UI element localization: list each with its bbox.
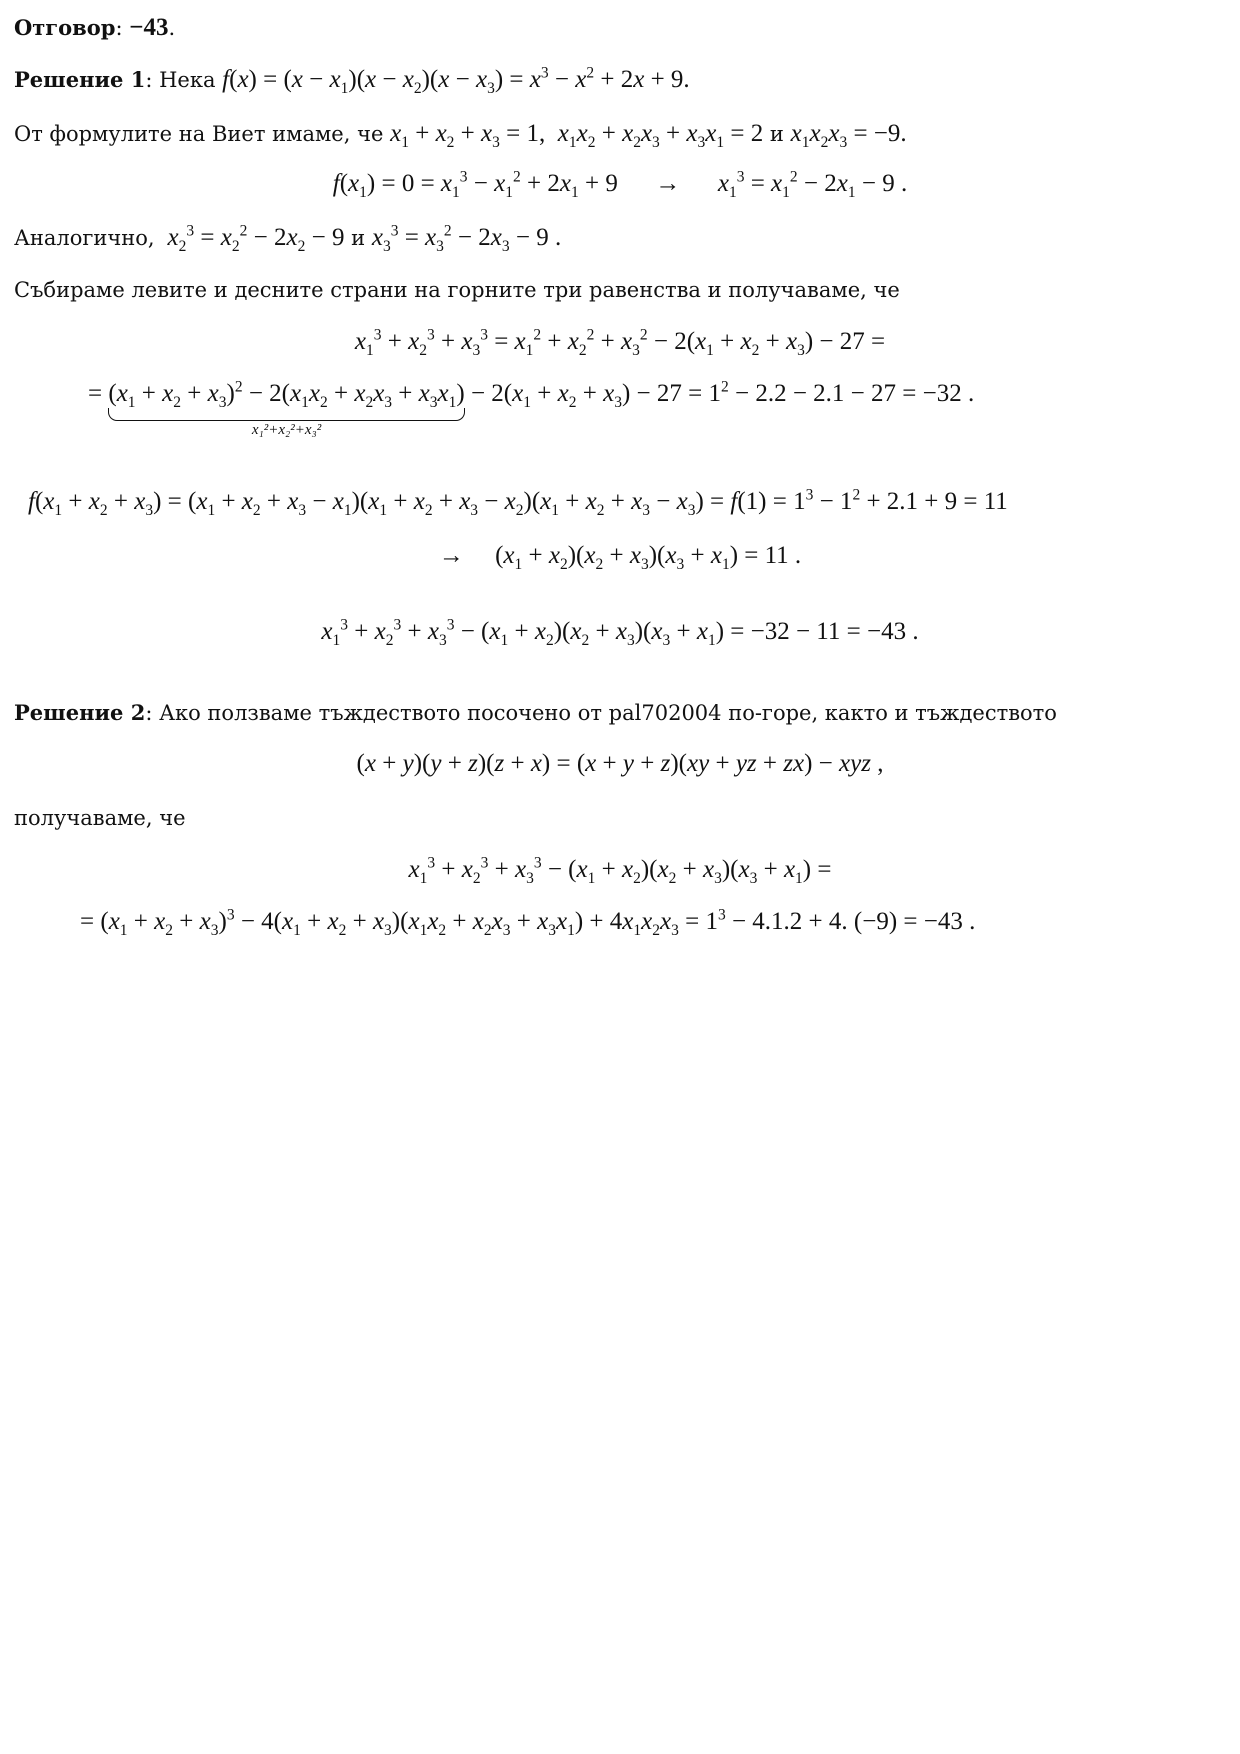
analog-eq-x3: $x_3^3 = x_3^2 - 2x_3 - 9$ . — [371, 222, 562, 255]
underbrace-label: x₁²+x₂²+x₃² — [251, 422, 322, 438]
solution1-intro-text: Нека — [159, 68, 216, 92]
solution2-intro: Решение 2: Ако ползваме тъждеството посочено от pal702004 по-горе, както и тъждеството — [14, 700, 1057, 725]
analog-line — [14, 222, 1240, 255]
equation-solution2-result: = $(x_1 + x_2 + x_3)^3 - 4(x_1 + x_2 + x_3)(x_1x_2 + x_2x_3 + x_3x_1) + 4x_1x_2x_3 = 1^3 - 4.1.2 + 4$. (−9) = −43 . — [80, 906, 976, 939]
equation-f-sum: $f(x_1 + x_2 + x_3) = (x_1 + x_2 + x_3 - x_1)(x_1 + x_2 + x_3 - x_2)(x_1 + x_2 + x_3 - x_3) = f(1) = 1^3 - 1^2 + 2.1 + 9 = 11$ — [28, 486, 1008, 519]
vieta-intro-text: От формулите на Виет имаме, че — [14, 122, 384, 146]
equation-product-11: → $(x_1 + x_2)(x_2 + x_3)(x_3 + x_1) = 11$ . — [438, 542, 802, 573]
equation-sum-cubes: $x_1^3 + x_2^3 + x_3^3 = x_1^2 + x_2^2 + x_3^2 - 2(x_1 + x_2 + x_3) - 27$ = — [354, 326, 886, 359]
vieta-product: $x_1x_2x_3 = -9$. — [790, 120, 907, 151]
analog-text: Аналогично, — [14, 226, 155, 250]
solution1-intro: Решение 1: Нека $f(x) = (x - x_1)(x - x_2)(x - x_3) = x^3 - x^2 + 2x + 9$. — [14, 64, 690, 97]
solution2-after-text: получаваме, че — [14, 806, 186, 830]
equation-solution2-lhs: $x_1^3 + x_2^3 + x_3^3 - (x_1 + x_2)(x_2 + x_3)(x_3 + x_1)$ = — [408, 854, 832, 887]
analog-conjunction: и — [351, 226, 366, 250]
solution2-label: Решение 2 — [14, 700, 146, 725]
analog-eq-x2: $x_2^3 = x_2^2 - 2x_2 - 9$ — [167, 222, 345, 255]
equation-f-x1: $f(x_1) = 0 = x_1^3 - x_1^2 + 2x_1 + 9$ → $x_1^3 = x_1^2 - 2x_1 - 9$ . — [332, 168, 908, 201]
sum-text: Събираме левите и десните страни на горните три равенства и получаваме, че — [14, 278, 900, 302]
answer-label: Отговор — [14, 15, 116, 40]
answer-value: −43 — [129, 14, 169, 41]
equation-final-result-1: $x_1^3 + x_2^3 + x_3^3 - (x_1 + x_2)(x_2 + x_3)(x_3 + x_1) = -32 - 11 = -43$ . — [321, 616, 919, 649]
underbrace — [108, 408, 464, 421]
polynomial-definition: $f(x) = (x - x_1)(x - x_2)(x - x_3) = x^3 - x^2 + 2x + 9$. — [222, 64, 690, 97]
identity-equation: (x + y)(y + z)(z + x) = (x + y + z)(xy + yz + zx) − xyz , — [356, 750, 884, 777]
solution1-label: Решение 1 — [14, 67, 146, 92]
equation-sum-cubes-result: = $(x_1 + x_2 + x_3)^2 - 2(x_1x_2 + x_2x_3 + x_3x_1)$ x₁²+x₂²+x₃² − $2(x_1 + x_2 + x_3) - 27 = 1^2 - 2.2 - 2.1 - 27 = -32$ . — [88, 378, 975, 438]
solution2-intro-text: Ако ползваме тъждеството посочено от pal702004 по-горе, както и тъждеството — [159, 701, 1057, 725]
vieta-sum: $x_1 + x_2 + x_3 = 1$, $x_1x_2 + x_2x_3 + x_3x_1 = 2$ — [390, 120, 764, 151]
underbrace-group: $(x_1 + x_2 + x_3)^2 - 2(x_1x_2 + x_2x_3 + x_3x_1)$ x₁²+x₂²+x₃² — [108, 378, 465, 438]
answer-line: Отговор: −43. — [14, 14, 176, 41]
vieta-conjunction: и — [769, 122, 784, 146]
vieta-line — [14, 120, 1240, 151]
